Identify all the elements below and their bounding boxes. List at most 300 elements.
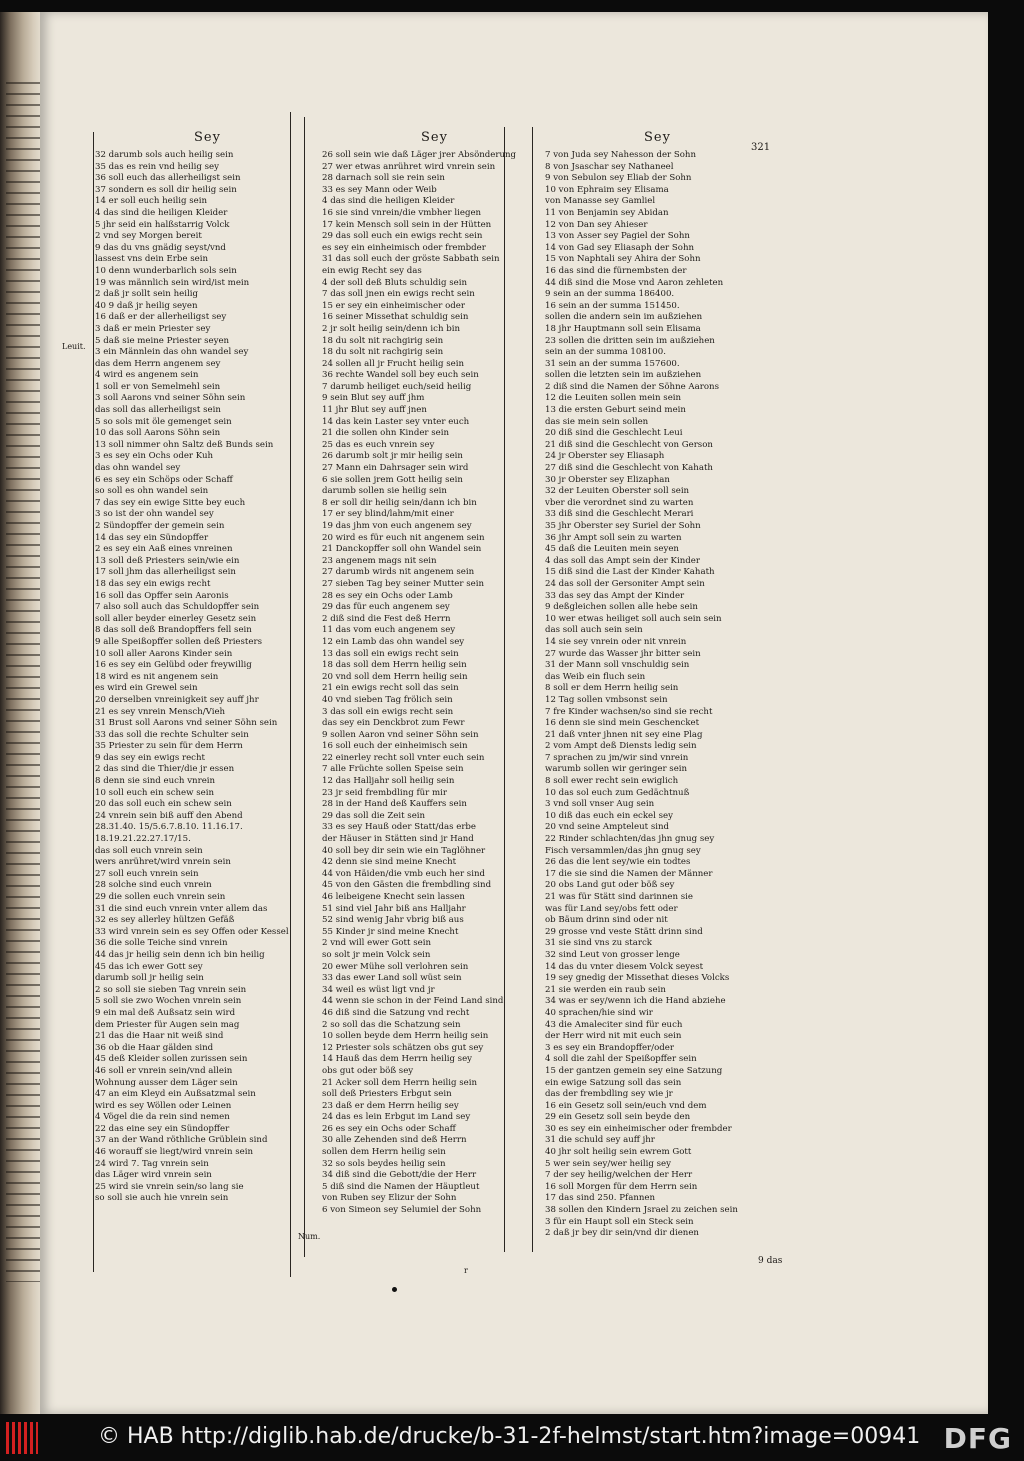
text-line: dem Priester für Augen sein mag	[95, 1019, 240, 1030]
text-line: 15 von Naphtali sey Ahira der Sohn	[545, 254, 701, 265]
text-line: 4 soll die zahl der Speißopffer sein	[545, 1054, 697, 1065]
text-line: 9 sollen Aaron vnd seiner Söhn sein	[322, 729, 479, 740]
text-line: 18 jhr Hauptmann soll sein Elisama	[545, 323, 701, 334]
text-line: 7 von Juda sey Nahesson der Sohn	[545, 150, 696, 160]
text-line: 29 ein Gesetz soll sein beyde den	[545, 1112, 691, 1123]
text-line: wird es sey Wöllen oder Leinen	[95, 1100, 232, 1111]
text-line: 44 diß sind die Mose vnd Aaron zehleten	[545, 277, 724, 288]
text-line: 22 einerley recht soll vnter euch sein	[322, 752, 485, 763]
text-line: 16 sein an der summa 151450.	[545, 300, 680, 311]
text-line: 15 er sey ein einheimischer oder	[322, 300, 465, 311]
copyright-url[interactable]: © HAB http://diglib.hab.de/drucke/b-31-2f-helmst/start.htm?image=00941	[98, 1424, 921, 1449]
text-line: 14 das kein Laster sey vnter euch	[322, 416, 470, 427]
text-line: 2 so soll das die Schatzung sein	[322, 1019, 461, 1030]
text-line: 19 das jhm von euch angenem sey	[322, 521, 472, 531]
text-line: obs gut oder böß sey	[322, 1065, 414, 1076]
text-line: 18 das soll dem Herrn heilig sein	[322, 660, 467, 671]
text-line: 10 denn wunderbarlich sols sein	[95, 265, 237, 276]
text-line: 6 von Simeon sey Selumiel der Sohn	[322, 1205, 482, 1216]
text-line: 28.31.40. 15/5.6.7.8.10. 11.16.17.	[95, 822, 243, 833]
text-line: 4 das sind die heiligen Kleider	[322, 196, 455, 207]
text-line: 36 ob die Haar gälden sind	[95, 1042, 214, 1053]
text-line: 16 seiner Missethat schuldig sein	[322, 312, 469, 323]
viewer-footer	[0, 1414, 1024, 1461]
text-line: 2 diß sind die Namen der Söhne Aarons	[545, 381, 719, 392]
text-line: 8 das soll deß Brandopffers fell sein	[95, 625, 252, 636]
text-line: 21 diß sind die Geschlecht von Gerson	[545, 439, 713, 450]
text-line: 8 denn sie sind euch vnrein	[95, 776, 216, 787]
text-line: 27 diß sind die Geschlecht von Kahath	[545, 463, 713, 474]
text-line: 10 wer etwas heiliget soll auch sein sein	[545, 613, 722, 624]
text-line: 16 ein Gesetz soll sein/euch vnd dem	[545, 1100, 707, 1111]
text-line: soll deß Priesters Erbgut sein	[322, 1089, 452, 1100]
text-line: 21 daß vnter jhnen nit sey eine Plag	[545, 729, 703, 740]
text-line: Fisch versammlen/das jhn gnug sey	[545, 845, 701, 856]
text-line: 10 soll euch ein schew sein	[95, 787, 214, 798]
text-line: 17 die sie sind die Namen der Männer	[545, 868, 713, 879]
text-line: 26 soll sein wie daß Läger jrer Absönderung	[322, 150, 517, 160]
text-line: 21 sie werden ein raub sein	[545, 984, 666, 995]
text-line: 2 das sind die Thier/die jr essen	[95, 764, 235, 775]
text-line: soll aller beyder einerley Gesetz sein	[95, 613, 257, 624]
text-line: so soll sie auch hie vnrein sein	[95, 1193, 229, 1204]
text-line: 21 Danckopffer soll ohn Wandel sein	[322, 544, 482, 555]
catchword: 9 das	[758, 1256, 783, 1266]
text-line: 7 darumb heiliget euch/seid heilig	[322, 381, 472, 392]
text-line: 27 darumb wirds nit angenem sein	[322, 567, 475, 578]
text-line: 7 das soll jnen ein ewigs recht sein	[322, 289, 475, 300]
text-line: 22 Rinder schlachten/das jhn gnug sey	[545, 834, 715, 845]
column-heading: Sey	[644, 130, 671, 145]
text-line: 13 die ersten Geburt seind mein	[545, 405, 686, 416]
text-line: Wohnung ausser dem Läger sein	[95, 1077, 238, 1088]
text-line: das soll das allerheiligst sein	[95, 405, 221, 416]
text-column	[322, 132, 547, 1217]
text-line: ein ewig Recht sey das	[322, 265, 422, 276]
text-line: 11 jhr Blut sey auff jnen	[322, 405, 427, 416]
text-line: 26 darumb solt jr mir heilig sein	[322, 451, 463, 462]
text-line: das Läger wird vnrein sein	[95, 1170, 212, 1181]
text-line: sollen die andern sein im außziehen	[545, 312, 703, 323]
text-line: 28 in der Hand deß Kauffers sein	[322, 799, 467, 810]
text-line: das sey ein Denckbrot zum Fewr	[322, 718, 465, 729]
text-line: 27 sieben Tag bey seiner Mutter sein	[322, 578, 485, 589]
text-line: 31 sein an der summa 157600.	[545, 358, 680, 369]
text-line: 7 fre Kinder wachsen/so sind sie recht	[545, 706, 713, 717]
text-line: 16 es sey ein Gelübd oder freywillig	[95, 660, 252, 671]
text-line: 46 diß sind die Satzung vnd recht	[322, 1007, 470, 1018]
text-line: von Manasse sey Gamliel	[545, 196, 656, 207]
text-line: 18.19.21.22.27.17/15.	[95, 834, 191, 845]
text-line: 21 Acker soll dem Herrn heilig sein	[322, 1077, 478, 1088]
text-line: sollen dem Herrn heilig sein	[322, 1147, 446, 1158]
text-line: 17 kein Mensch soll sein in der Hütten	[322, 219, 492, 230]
text-line: 30 es sey ein einheimischer oder frembder	[545, 1123, 732, 1134]
text-line: 45 das ich ewer Gott sey	[95, 961, 203, 972]
text-line: 24 jr Oberster sey Eliasaph	[545, 451, 665, 462]
text-line: 10 soll aller Aarons Kinder sein	[95, 648, 233, 659]
dfg-logo: DFG	[943, 1422, 1012, 1455]
text-line: 8 von Jsaschar sey Nathaneel	[545, 161, 674, 172]
text-line: 6 sie sollen jrem Gott heilig sein	[322, 474, 463, 485]
text-line: 2 daß jr bey dir sein/vnd dir dienen	[545, 1228, 699, 1239]
text-line: 14 Hauß das dem Herrn heilig sey	[322, 1054, 473, 1065]
text-line: 15 der gantzen gemein sey eine Satzung	[545, 1065, 723, 1076]
text-line: 28 es sey ein Ochs oder Lamb	[322, 590, 453, 601]
text-line: 31 sie sind vns zu starck	[545, 938, 653, 949]
text-line: 31 die sind euch vnrein vnter allem das	[95, 903, 268, 914]
text-line: 13 das soll ein ewigs recht sein	[322, 648, 459, 659]
text-line: das sie mein sein sollen	[545, 416, 649, 427]
text-line: 9 alle Speißopffer sollen deß Priesters	[95, 636, 262, 647]
text-line: 18 wird es nit angenem sein	[95, 671, 219, 682]
text-line: 35 Priester zu sein für dem Herrn	[95, 741, 243, 752]
column-lines	[322, 150, 547, 1217]
text-line: das ohn wandel sey	[95, 463, 181, 474]
text-line: 16 denn sie sind mein Geschencket	[545, 718, 700, 729]
text-line: 14 sie sey vnrein oder nit vnrein	[545, 636, 687, 647]
column-heading: Sey	[194, 130, 221, 145]
text-line: 20 derselben vnreinigkeit sey auff jhr	[95, 694, 259, 705]
hab-logo-icon	[6, 1422, 38, 1454]
text-line: 7 sprachen zu jm/wir sind vnrein	[545, 752, 689, 763]
folio-number: 321	[751, 142, 771, 153]
text-line: das dem Herrn angenem sey	[95, 358, 221, 369]
text-line: 17 soll jhm das allerheiligst sein	[95, 567, 236, 578]
text-line: 33 es sey Mann oder Weib	[322, 184, 437, 195]
ink-dot	[392, 1287, 397, 1292]
text-line: 2 jr solt heilig sein/denn ich bin	[322, 323, 460, 334]
text-line: 34 diß sind die Gebott/die der Herr	[322, 1170, 477, 1181]
text-line: 13 soll deß Priesters sein/wie ein	[95, 555, 240, 566]
text-line: 7 also soll auch das Schuldopffer sein	[95, 602, 260, 613]
text-line: 31 das soll euch der gröste Sabbath sein	[322, 254, 500, 265]
text-line: 44 von Häiden/die vmb euch her sind	[322, 868, 486, 879]
text-line: was für Land sey/obs fett oder	[545, 903, 678, 914]
text-line: 29 das für euch angenem sey	[322, 602, 450, 613]
text-line: 20 das soll euch ein schew sein	[95, 799, 232, 810]
text-line: 33 das ewer Land soll wüst sein	[322, 973, 462, 984]
text-line: 28 darnach soll sie rein sein	[322, 173, 445, 184]
text-line: 27 wurde das Wasser jhr bitter sein	[545, 648, 701, 659]
text-line: 3 daß er mein Priester sey	[95, 323, 211, 334]
column-heading: Sey	[421, 130, 448, 145]
text-line: 3 so ist der ohn wandel sey	[95, 509, 214, 520]
text-line: 2 es sey ein Aaß eines vnreinen	[95, 544, 233, 555]
margin-label-book: Leuit.	[62, 342, 86, 351]
text-line: 29 die sollen euch vnrein sein	[95, 892, 226, 902]
text-line: 26 das die lent sey/wie ein todtes	[545, 857, 691, 868]
text-line: 36 soll euch das allerheiligst sein	[95, 173, 241, 184]
text-line: 46 worauff sie liegt/wird vnrein sein	[95, 1147, 254, 1158]
text-line: 10 sollen beyde dem Herrn heilig sein	[322, 1031, 489, 1042]
text-line: 25 wird sie vnrein sein/so lang sie	[95, 1181, 244, 1192]
text-line: 5 soll sie zwo Wochen vnrein sein	[95, 996, 242, 1007]
text-line: sein an der summa 108100.	[545, 347, 666, 358]
text-line: 23 angenem mags nit sein	[322, 555, 437, 566]
text-line: 35 jhr Oberster sey Suriel der Sohn	[545, 521, 701, 531]
text-line: 6 es sey ein Schöps oder Schaff	[95, 474, 233, 485]
text-line: 11 das vom euch angenem sey	[322, 625, 456, 636]
column-lines	[545, 150, 770, 1240]
text-line: 7 der sey heilig/welchen der Herr	[545, 1170, 693, 1181]
text-line: warumb sollen wir geringer sein	[545, 764, 688, 775]
text-line: 36 rechte Wandel soll bey euch sein	[322, 370, 479, 381]
text-line: 5 so sols mit öle gemenget sein	[95, 416, 232, 427]
text-line: 19 was männlich sein wird/ist mein	[95, 277, 250, 288]
text-line: 22 das eine sey ein Sündopffer	[95, 1123, 230, 1134]
text-line: 29 grosse vnd veste Stätt drinn sind	[545, 926, 703, 937]
book-binding	[0, 12, 42, 1414]
text-line: 44 wenn sie schon in der Feind Land sind	[322, 996, 504, 1007]
text-line: das der frembdling sey wie jr	[545, 1089, 673, 1100]
text-line: 24 das soll der Gersoniter Ampt sein	[545, 578, 705, 589]
signature-mark: r	[464, 1266, 468, 1275]
text-line: 8 er soll dir heilig sein/dann ich bin	[322, 497, 477, 508]
text-line: 32 sind Leut von grosser lenge	[545, 949, 680, 960]
text-line: das Weib ein fluch sein	[545, 671, 646, 682]
text-line: 8 soll er dem Herrn heilig sein	[545, 683, 679, 694]
text-line: 32 es sey allerley hültzen Gefäß	[95, 915, 235, 926]
text-line: 30 jr Oberster sey Elizaphan	[545, 474, 670, 485]
text-line: 18 das sey ein ewigs recht	[95, 578, 211, 589]
text-line: 31 die schuld sey auff jhr	[545, 1135, 655, 1146]
text-line: 40 9 daß jr heilig seyen	[95, 300, 198, 311]
text-line: 14 von Gad sey Eliasaph der Sohn	[545, 242, 695, 253]
text-line: 12 Priester sols schätzen obs gut sey	[322, 1042, 484, 1053]
text-line: 14 das du vnter diesem Volck seyest	[545, 961, 704, 972]
text-line: 23 sollen die dritten sein im außziehen	[545, 335, 715, 346]
text-line: 23 daß er dem Herrn heilig sey	[322, 1100, 459, 1111]
text-line: 7 alle Früchte sollen Speise sein	[322, 764, 464, 775]
text-line: 16 soll das Opffer sein Aaronis	[95, 590, 229, 601]
text-line: 24 vnrein sein biß auff den Abend	[95, 810, 243, 821]
text-line: 4 der soll deß Bluts schuldig sein	[322, 277, 467, 288]
text-line: 3 das soll ein ewigs recht sein	[322, 706, 454, 717]
text-line: 21 was für Stätt sind darinnen sie	[545, 892, 694, 902]
text-line: 38 sollen den Kindern Jsrael zu zeichen sein	[545, 1205, 738, 1216]
text-line: 40 soll bey dir sein wie ein Taglöhner	[322, 845, 486, 856]
text-line: so soll es ohn wandel sein	[95, 486, 209, 497]
text-line: 33 wird vnrein sein es sey Offen oder Kessel	[95, 926, 289, 937]
text-line: 16 das sind die fürnembsten der	[545, 265, 687, 276]
text-line: 17 er sey blind/lahm/mit einer	[322, 509, 454, 520]
text-line: 11 von Benjamin sey Abidan	[545, 207, 669, 218]
text-line: 40 jhr solt heilig sein ewrem Gott	[545, 1147, 692, 1158]
text-line: 37 sondern es soll dir heilig sein	[95, 184, 237, 195]
text-line: 42 denn sie sind meine Knecht	[322, 857, 457, 868]
text-line: 31 der Mann soll vnschuldig sein	[545, 660, 690, 671]
text-line: 55 Kinder jr sind meine Knecht	[322, 926, 459, 937]
text-line: darumb soll jr heilig sein	[95, 973, 204, 984]
text-line: darumb sollen sie heilig sein	[322, 486, 447, 497]
text-line: 20 ewer Mühe soll verlohren sein	[322, 961, 469, 972]
text-line: 37 an der Wand röthliche Grüblein sind	[95, 1135, 268, 1146]
text-line: 31 Brust soll Aarons vnd seiner Söhn sein	[95, 718, 278, 729]
text-line: 12 von Dan sey Ahieser	[545, 219, 648, 230]
text-column	[545, 132, 770, 1240]
text-line: 5 diß sind die Namen der Häuptleut	[322, 1181, 480, 1192]
column-rule	[93, 132, 94, 1272]
text-line: 24 sollen all jr Frucht heilig sein	[322, 358, 464, 369]
text-line: lassest vns dein Erbe sein	[95, 254, 208, 265]
text-line: 46 leibeigene Knecht sein lassen	[322, 892, 465, 902]
text-line: 13 soll nimmer ohn Saltz deß Bunds sein	[95, 439, 274, 450]
text-line: 9 sein Blut sey auff jhm	[322, 393, 425, 404]
text-line: 3 vnd soll vnser Aug sein	[545, 799, 655, 810]
text-line: 21 das die Haar nit weiß sind	[95, 1031, 224, 1042]
text-line: 12 das Halljahr soll heilig sein	[322, 776, 455, 787]
text-line: 19 sey gnedig der Missethat dieses Volcks	[545, 973, 730, 984]
text-line: 24 das es lein Erbgut im Land sey	[322, 1112, 471, 1123]
text-line: 12 Tag sollen vmbsonst sein	[545, 694, 668, 705]
text-line: 40 vnd sieben Tag frölich sein	[322, 694, 453, 705]
text-line: 10 das soll Aarons Söhn sein	[95, 428, 221, 439]
text-line: ob Bäum drinn sind oder nit	[545, 915, 668, 926]
text-line: 9 das du vns gnädig seyst/vnd	[95, 242, 226, 253]
text-line: 3 es sey ein Brandopffer/oder	[545, 1042, 674, 1053]
text-line: 33 das sey das Ampt der Kinder	[545, 590, 685, 601]
text-line: 33 das soll die rechte Schulter sein	[95, 729, 249, 740]
text-line: 47 an eim Kleyd ein Außsatzmal sein	[95, 1089, 256, 1100]
text-line: 9 das sey ein ewigs recht	[95, 752, 205, 763]
column-lines	[95, 150, 320, 1205]
text-line: 3 es sey ein Ochs oder Kuh	[95, 451, 214, 462]
binding-text-edge	[6, 82, 40, 1282]
text-line: 33 es sey Hauß oder Statt/das erbe	[322, 822, 477, 833]
text-line: 26 es sey ein Ochs oder Schaff	[322, 1123, 456, 1134]
text-line: 2 vom Ampt deß Diensts ledig sein	[545, 741, 697, 752]
text-column	[95, 132, 320, 1205]
text-line: 2 so soll sie sieben Tag vnrein sein	[95, 984, 247, 995]
text-line: 34 was er sey/wenn ich die Hand abziehe	[545, 996, 726, 1007]
text-line: 23 jr seid frembdling für mir	[322, 787, 447, 798]
text-line: ein ewige Satzung soll das sein	[545, 1077, 682, 1088]
text-line: 5 daß sie meine Priester seyen	[95, 335, 230, 346]
text-line: wers anrühret/wird vnrein sein	[95, 857, 231, 868]
text-line: 10 von Ephraim sey Elisama	[545, 184, 669, 195]
text-line: 29 das soll die Zeit sein	[322, 810, 426, 821]
text-line: 40 sprachen/hie sind wir	[545, 1007, 653, 1018]
text-line: 2 vnd sey Morgen bereit	[95, 231, 202, 242]
text-line: das soll auch sein sein	[545, 625, 643, 636]
text-line: das soll euch vnrein sein	[95, 845, 203, 856]
text-line: 33 diß sind die Geschlecht Merari	[545, 509, 694, 520]
text-line: 45 deß Kleider sollen zurissen sein	[95, 1054, 248, 1065]
text-line: 16 soll euch der einheimisch sein	[322, 741, 468, 752]
text-line: der Häuser in Stätten sind jr Hand	[322, 834, 474, 845]
text-line: 27 soll euch vnrein sein	[95, 868, 199, 879]
text-line: 16 daß er der allerheiligst sey	[95, 312, 227, 323]
text-line: 20 diß sind die Geschlecht Leui	[545, 428, 683, 439]
text-line: 32 so sols beydes heilig sein	[322, 1158, 446, 1169]
text-line: 4 das sind die heiligen Kleider	[95, 207, 228, 218]
text-line: 43 die Amaleciter sind für euch	[545, 1019, 683, 1030]
text-line: 10 das sol euch zum Gedächtnuß	[545, 787, 690, 798]
text-line: 36 die solle Teiche sind vnrein	[95, 938, 228, 949]
text-line: sollen die letzten sein im außziehen	[545, 370, 702, 381]
text-line: 21 die sollen ohn Kinder sein	[322, 428, 450, 439]
text-line: 51 sind viel Jahr biß ans Halljahr	[322, 903, 466, 914]
text-line: 2 diß sind die Fest deß Herrn	[322, 613, 451, 624]
text-line: 29 das soll euch ein ewigs recht sein	[322, 231, 483, 242]
text-line: 25 das es euch vnrein sey	[322, 439, 435, 450]
text-line: 52 sind wenig Jahr vbrig biß aus	[322, 915, 464, 926]
text-line: 2 vnd will ewer Gott sein	[322, 938, 431, 949]
text-line: 45 daß die Leuiten mein seyen	[545, 544, 679, 555]
text-line: 9 von Sebulon sey Eliab der Sohn	[545, 173, 692, 184]
text-line: 45 von den Gästen die frembdling sind	[322, 880, 492, 891]
text-line: 15 diß sind die Last der Kinder Kahath	[545, 567, 715, 578]
text-line: es sey ein einheimisch oder frembder	[322, 242, 486, 253]
text-line: 44 das jr heilig sein denn ich bin heilig	[95, 949, 265, 960]
text-line: 5 wer sein sey/wer heilig sey	[545, 1158, 671, 1169]
text-line: 17 das sind 250. Pfannen	[545, 1193, 656, 1204]
text-line: 3 für ein Haupt soll ein Steck sein	[545, 1216, 694, 1227]
text-line: 34 weil es wüst ligt vnd jr	[322, 984, 435, 995]
text-line: 8 soll ewer recht sein ewiglich	[545, 776, 679, 787]
text-line: 32 der Leuiten Oberster soll sein	[545, 486, 690, 497]
text-line: 16 soll Morgen für dem Herrn sein	[545, 1181, 698, 1192]
text-line: 10 diß das euch ein eckel sey	[545, 810, 673, 821]
text-line: 9 sein an der summa 186400.	[545, 289, 675, 300]
text-line: so solt jr mein Volck sein	[322, 949, 431, 960]
text-line: 2 daß jr sollt sein heilig	[95, 289, 198, 300]
text-line: 20 vnd seine Ampteleut sind	[545, 822, 670, 833]
text-line: 9 deßgleichen sollen alle hebe sein	[545, 602, 698, 613]
text-line: vber die verordnet sind zu warten	[545, 497, 694, 508]
text-line: 3 ein Männlein das ohn wandel sey	[95, 347, 249, 358]
text-line: 32 darumb sols auch heilig sein	[95, 150, 234, 160]
text-line: 18 du solt nit rachgirig sein	[322, 335, 444, 346]
text-line: 12 ein Lamb das ohn wandel sey	[322, 636, 465, 647]
text-line: 24 wird 7. Tag vnrein sein	[95, 1158, 209, 1169]
document-page	[40, 12, 988, 1414]
text-line: 35 das es rein vnd heilig sey	[95, 161, 219, 172]
text-line: 21 ein ewigs recht soll das sein	[322, 683, 459, 694]
text-line: der Herr wird nit mit euch sein	[545, 1031, 682, 1042]
text-line: 36 jhr Ampt soll sein zu warten	[545, 532, 682, 543]
text-line: 18 du solt nit rachgirig sein	[322, 347, 444, 358]
text-line: 14 er soll euch heilig sein	[95, 196, 207, 207]
text-line: 9 ein mal deß Außsatz sein wird	[95, 1007, 236, 1018]
text-line: 16 sie sind vnrein/die vmbher liegen	[322, 207, 482, 218]
text-line: 46 soll er vnrein sein/vnd allein	[95, 1065, 233, 1076]
text-line: 1 soll er von Semelmehl sein	[95, 381, 221, 392]
text-line: es wird ein Grewel sein	[95, 683, 198, 694]
text-line: 21 es sey vnrein Mensch/Vieh	[95, 706, 226, 717]
text-line: 3 soll Aarons vnd seiner Söhn sein	[95, 393, 246, 404]
margin-label-book: Num.	[298, 1232, 321, 1241]
text-line: 4 das soll das Ampt sein der Kinder	[545, 555, 700, 566]
text-line: 12 die Leuiten sollen mein sein	[545, 393, 682, 404]
text-line: 2 Sündopffer der gemein sein	[95, 521, 225, 531]
text-line: 4 Vögel die da rein sind nemen	[95, 1112, 230, 1123]
text-line: 27 Mann ein Dahrsager sein wird	[322, 463, 469, 474]
text-line: von Ruben sey Elizur der Sohn	[322, 1193, 457, 1204]
text-line: 28 solche sind euch vnrein	[95, 880, 212, 891]
text-line: 14 das sey ein Sündopffer	[95, 532, 209, 543]
text-line: 20 wird es für euch nit angenem sein	[322, 532, 485, 543]
text-line: 27 wer etwas anrühret wird vnrein sein	[322, 161, 496, 172]
text-line: 30 alle Zehenden sind deß Herrn	[322, 1135, 467, 1146]
text-line: 20 obs Land gut oder böß sey	[545, 880, 675, 891]
text-line: 7 das sey ein ewige Sitte bey euch	[95, 497, 246, 508]
text-line: 13 von Asser sey Pagiel der Sohn	[545, 231, 690, 242]
text-line: 4 wird es angenem sein	[95, 370, 199, 381]
text-line: 20 vnd soll dem Herrn heilig sein	[322, 671, 468, 682]
text-line: 5 jhr seid ein halßstarrig Volck	[95, 219, 230, 230]
